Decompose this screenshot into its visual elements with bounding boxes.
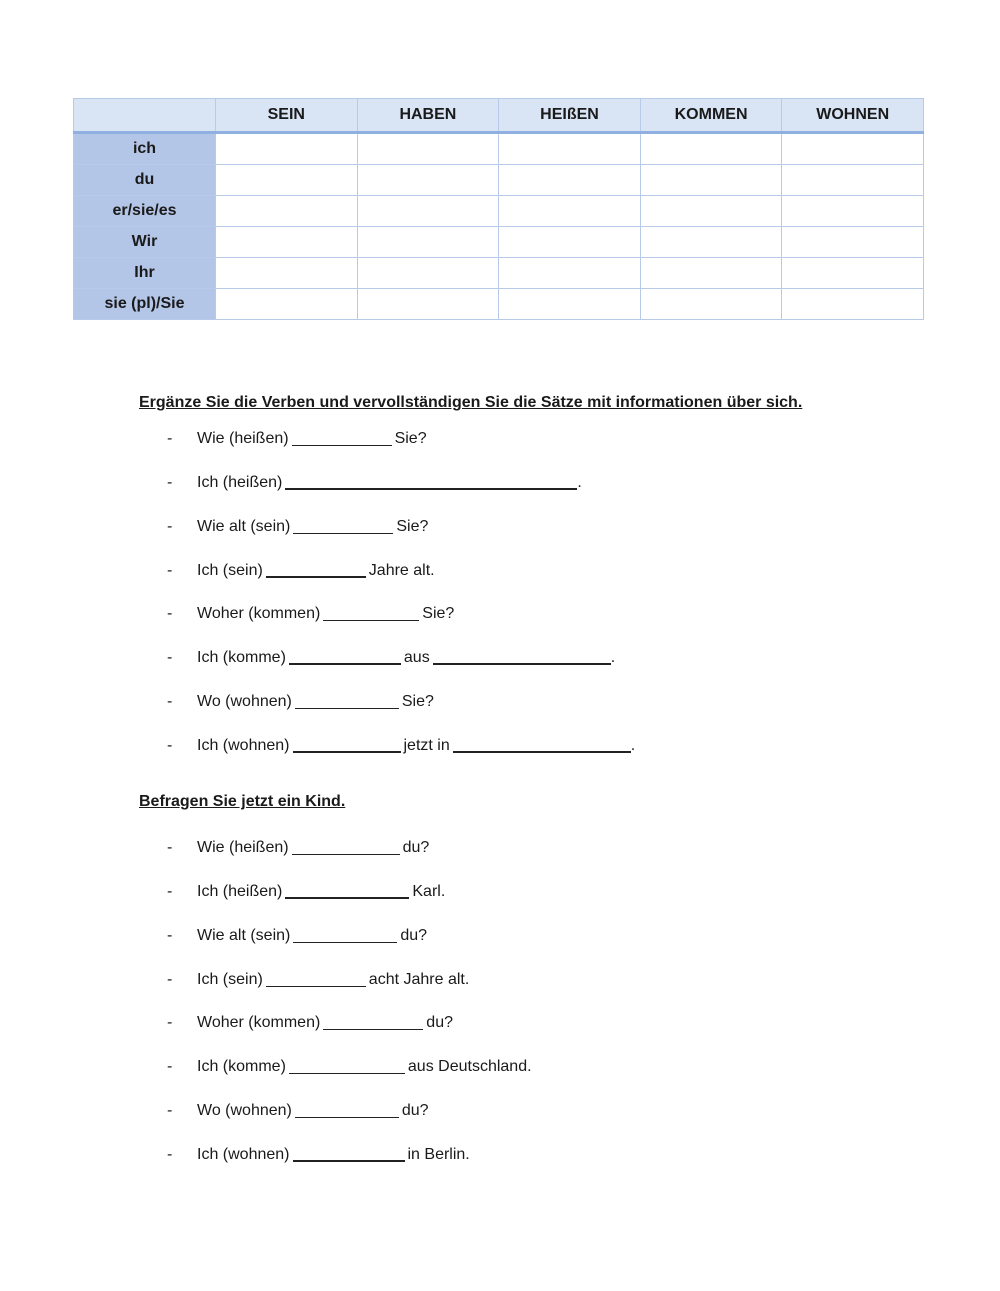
table-row [74,165,924,196]
sentence-end: Sie? [394,430,427,447]
answer-blank[interactable] [453,750,631,753]
answer-blank[interactable] [285,896,409,899]
list-dash: - [167,883,173,900]
answer-blank[interactable] [289,662,401,665]
list-item [167,969,469,991]
sentence-start: Wie alt (sein) [197,927,291,944]
answer-blank[interactable] [293,1159,405,1162]
table-cell[interactable] [782,133,924,165]
table-cell[interactable] [357,165,499,196]
table-cell[interactable] [216,289,358,320]
table-cell[interactable] [640,165,782,196]
row-label-du: du [74,165,216,196]
sentence-end: in Berlin. [407,1146,470,1163]
sentence-start: Woher (kommen) [197,1014,321,1031]
sentence-start: Ich (heißen) [197,883,283,900]
row-label-er-sie-es: er/sie/es [74,196,216,227]
table-header-wohnen: WOHNEN [782,99,924,133]
table-row [74,196,924,227]
answer-blank[interactable] [433,662,611,665]
table-cell[interactable] [499,289,641,320]
answer-blank[interactable] [289,1072,405,1074]
sentence-end: . [577,474,582,491]
list-dash: - [167,1058,173,1075]
sentence-end: du? [400,927,428,944]
list-item [167,1056,532,1078]
sentence-end: Karl. [412,883,446,900]
list-dash: - [167,1014,173,1031]
row-label-ich: ich [74,133,216,165]
row-label-wir: Wir [74,227,216,258]
answer-blank[interactable] [295,707,399,709]
list-dash: - [167,927,173,944]
list-dash: - [167,1146,173,1163]
table-cell[interactable] [782,289,924,320]
table-cell[interactable] [640,196,782,227]
answer-blank[interactable] [323,1028,423,1030]
sentence-start: Wie (heißen) [197,839,289,856]
row-label-sie-pl: sie (pl)/Sie [74,289,216,320]
sentence-start: Ich (sein) [197,971,263,988]
sentence-end: aus Deutschland. [407,1058,532,1075]
row-label-ihr: Ihr [74,258,216,289]
section2-heading: Befragen Sie jetzt ein Kind. [139,793,346,810]
sentence-end: Sie? [396,518,429,535]
sentence-start: Ich (komme) [197,1058,286,1075]
table-cell[interactable] [640,289,782,320]
list-dash: - [167,737,173,754]
table-header-corner [74,99,216,133]
list-item [167,472,582,494]
list-dash: - [167,693,173,710]
table-cell[interactable] [499,258,641,289]
list-item [167,560,435,582]
table-cell[interactable] [640,227,782,258]
list-item [167,1012,453,1034]
table-cell[interactable] [640,258,782,289]
table-cell[interactable] [640,133,782,165]
sentence-end: du? [401,1102,429,1119]
sentence-start: Wo (wohnen) [197,693,292,710]
table-cell[interactable] [499,227,641,258]
sentence-end: acht Jahre alt. [368,971,470,988]
table-header-sein: SEIN [216,99,358,133]
table-cell[interactable] [216,227,358,258]
list-item [167,1100,429,1122]
sentence-start: Wie (heißen) [197,430,289,447]
sentence-end: Sie? [422,605,455,622]
list-dash: - [167,605,173,622]
table-cell[interactable] [357,289,499,320]
table-header-heissen: HEIßEN [499,99,641,133]
table-cell[interactable] [499,196,641,227]
sentence-start: Ich (komme) [197,649,286,666]
list-item [167,516,428,538]
list-dash: - [167,430,173,447]
list-item [167,603,454,625]
table-cell[interactable] [499,165,641,196]
sentence-middle: jetzt in [403,737,450,754]
table-cell[interactable] [216,165,358,196]
table-cell[interactable] [357,133,499,165]
answer-blank[interactable] [292,444,392,446]
list-item [167,691,434,713]
sentence-end: Jahre alt. [368,562,435,579]
table-cell[interactable] [216,258,358,289]
list-dash: - [167,518,173,535]
sentence-middle: aus [403,649,430,666]
table-row [74,258,924,289]
list-dash: - [167,474,173,491]
sentence-end: du? [402,839,430,856]
table-cell[interactable] [357,196,499,227]
list-dash: - [167,971,173,988]
sentence-end: Sie? [401,693,434,710]
table-cell[interactable] [216,133,358,165]
list-item [167,837,429,859]
table-row [74,227,924,258]
answer-blank[interactable] [323,619,419,621]
sentence-start: Wie alt (sein) [197,518,291,535]
answer-blank[interactable] [266,575,366,578]
answer-blank[interactable] [293,750,401,753]
answer-blank[interactable] [292,853,400,855]
table-header-row [74,99,924,133]
list-dash: - [167,649,173,666]
sentence-end: du? [426,1014,453,1031]
list-dash: - [167,1102,173,1119]
answer-blank[interactable] [285,487,577,490]
table-row [74,133,924,165]
list-item [167,925,427,947]
table-cell[interactable] [782,165,924,196]
sentence-start: Woher (kommen) [197,605,321,622]
table-cell[interactable] [782,196,924,227]
table-cell[interactable] [216,196,358,227]
sentence-start: Ich (heißen) [197,474,283,491]
table-cell[interactable] [357,258,499,289]
section1-heading: Ergänze Sie die Verben und vervollständigen Sie die Sätze mit informationen über sich. [139,394,803,411]
sentence-start: Ich (sein) [197,562,263,579]
list-item [167,1144,470,1166]
table-header-haben: HABEN [357,99,499,133]
answer-blank[interactable] [293,532,393,534]
table-header-kommen: KOMMEN [640,99,782,133]
list-item [167,428,427,450]
table-row [74,289,924,320]
list-dash: - [167,839,173,856]
sentence-start: Ich (wohnen) [197,737,290,754]
list-item [167,881,445,903]
sentence-start: Ich (wohnen) [197,1146,290,1163]
answer-blank[interactable] [295,1116,399,1118]
table-cell[interactable] [782,227,924,258]
conjugation-table [73,98,924,320]
list-item [167,647,615,669]
list-item [167,735,635,757]
table-cell[interactable] [782,258,924,289]
sentence-start: Wo (wohnen) [197,1102,292,1119]
list-dash: - [167,562,173,579]
sentence-end: . [610,649,616,666]
table-cell[interactable] [499,133,641,165]
sentence-end: . [630,737,636,754]
answer-blank[interactable] [266,985,366,987]
answer-blank[interactable] [293,941,397,943]
table-cell[interactable] [357,227,499,258]
